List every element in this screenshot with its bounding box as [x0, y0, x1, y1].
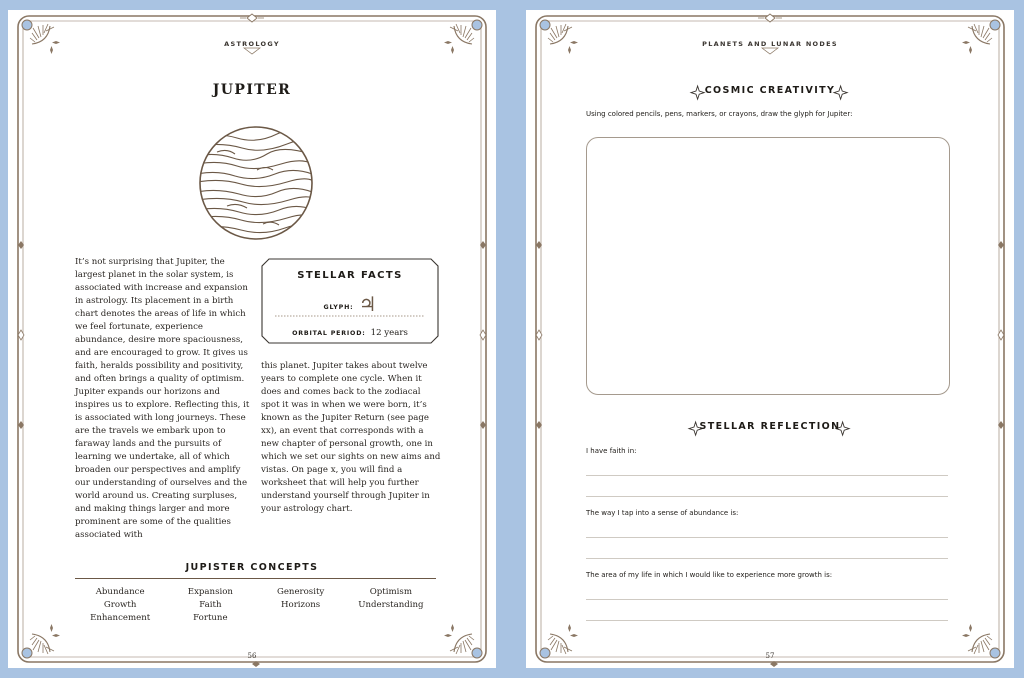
- concepts-column: [165, 586, 255, 625]
- creativity-prompt: Using colored pencils, pens, markers, or crayons, draw the glyph for Jupiter:: [586, 110, 853, 118]
- stellar-reflection-title: STELLAR REFLECTION: [699, 421, 841, 432]
- page-title: JUPITER: [212, 82, 292, 98]
- jupiter-planet-illustration: [197, 124, 315, 242]
- concept-item: Generosity: [276, 587, 325, 597]
- body-column-1: It’s not surprising that Jupiter, the largest planet in the solar system, is associated with increase and expansion in astrology. Its placement in a birth chart denotes the areas of life in which we feel fortunate, experience abundance, desire more spaciousness, and are encouraged to grow. It gives us faith, heralds possibility and positivity, and often brings a quality of optimism. Jupiter expands our horizons and inspires us to explore. Reflecting this, it is associated with long journeys. These are the travels we embark upon to faraway lands and the pursuits of learning we undertake, all of which broaden our perspectives and amplify our understanding of ourselves and the world around us. Creating surpluses, and making things larger and more prominent are some of the qualities associated with: [75, 257, 250, 540]
- concepts-grid: [75, 586, 436, 625]
- running-header: PLANETS AND LUNAR NODES: [702, 40, 838, 48]
- page-number: 57: [765, 652, 775, 660]
- body-column-2: this planet. Jupiter takes about twelve years to complete one cycle. When it does and comes back to the zodiacal spot it was in when we were born, it’s known as the Jupiter Return (see page xx), an event that corresponds with a new chapter of personal growth, one in which we set our sights on new aims and vistas. On page x, you will find a worksheet that will help you further understand yourself through Jupiter in your astrology chart.: [261, 361, 441, 514]
- writing-line[interactable]: [586, 620, 948, 621]
- jupiter-glyph-icon: ♃: [358, 292, 377, 316]
- stellar-facts-title: STELLAR FACTS: [297, 270, 403, 281]
- writing-line[interactable]: [586, 599, 948, 600]
- concepts-divider: [75, 578, 436, 579]
- concepts-column: [346, 586, 436, 625]
- concepts-column: [256, 586, 346, 625]
- orbital-period-row: [261, 320, 439, 339]
- right-page: [526, 10, 1014, 668]
- concept-item: Understanding: [358, 600, 424, 610]
- cosmic-creativity-title: COSMIC CREATIVITY: [704, 85, 836, 96]
- concept-item: Enhancement: [90, 613, 151, 623]
- running-header: ASTROLOGY: [224, 40, 280, 48]
- concept-item: Faith: [199, 600, 222, 610]
- orbital-period-value: 12 years: [370, 328, 408, 338]
- concept-item: Abundance: [95, 587, 145, 597]
- reflection-prompt-growth: The area of my life in which I would like to experience more growth is:: [586, 571, 833, 579]
- glyph-label: GLYPH:: [323, 304, 354, 311]
- concept-item: Fortune: [193, 613, 228, 623]
- writing-line[interactable]: [586, 475, 948, 476]
- page-number: 56: [247, 652, 257, 660]
- concepts-column: [75, 586, 165, 625]
- reflection-prompt-faith: I have faith in:: [586, 447, 637, 455]
- orbital-period-label: ORBITAL PERIOD:: [292, 330, 366, 337]
- concept-item: Optimism: [369, 587, 412, 597]
- concept-item: Horizons: [281, 600, 321, 610]
- concept-item: Expansion: [187, 587, 233, 597]
- writing-line[interactable]: [586, 496, 948, 497]
- writing-line[interactable]: [586, 537, 948, 538]
- reflection-prompt-abundance: The way I tap into a sense of abundance is:: [586, 509, 739, 517]
- glyph-row: [261, 292, 439, 316]
- writing-line[interactable]: [586, 558, 948, 559]
- concepts-title: JUPISTER CONCEPTS: [185, 562, 319, 573]
- concept-item: Growth: [103, 600, 137, 610]
- left-page: [8, 10, 496, 668]
- drawing-area[interactable]: [586, 137, 950, 395]
